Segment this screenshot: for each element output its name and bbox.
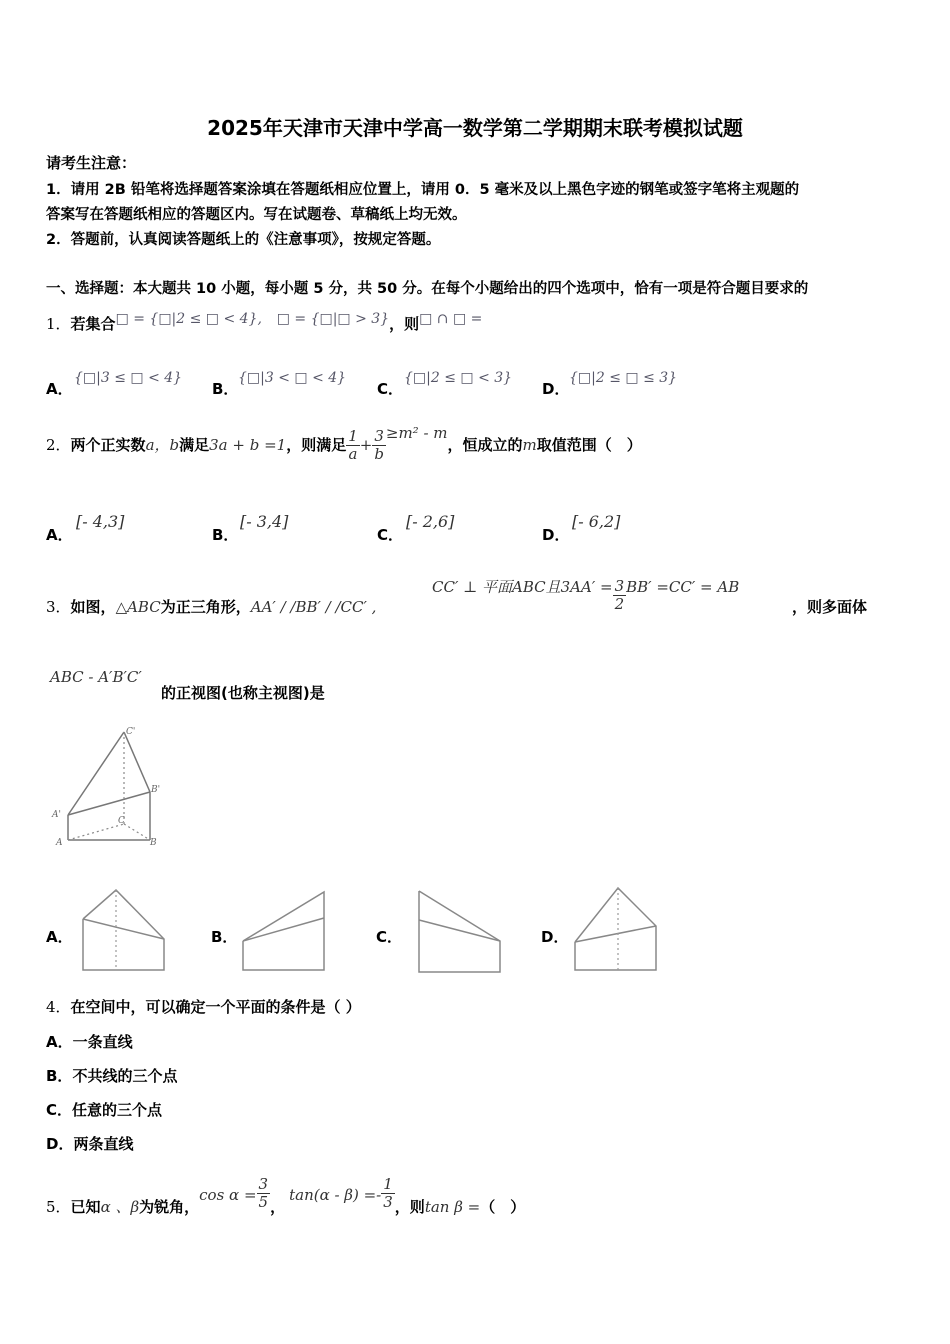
question-5 [46, 1166, 525, 1216]
fig-label-b-prime: B' [151, 785, 161, 795]
q1-option-a[interactable]: {□|3 ≤ □ < 4} [74, 370, 183, 386]
q3-condition-1: CC′ ⊥ 平面ABC且3AA′ = [432, 578, 613, 596]
q3-text-3: ，则多面体 [792, 598, 868, 616]
q3-option-b-label[interactable]: B． [211, 928, 238, 946]
q2-text-5: 取值范围（ ） [536, 436, 642, 454]
q5-tan-fraction: $\frac{1}{3}$ [383, 1175, 393, 1211]
q2-option-b-label[interactable]: B． [212, 526, 239, 544]
q2-option-c[interactable]: [- 2,6] [406, 512, 455, 531]
q2-inequality: ≥m² - m [385, 424, 448, 442]
q2-option-d-label[interactable]: D． [542, 526, 570, 544]
q3-condition [432, 570, 740, 613]
q4-number: 4． [46, 998, 71, 1016]
q1-option-c[interactable]: {□|2 ≤ □ < 3} [404, 370, 513, 386]
q3-option-c-figure[interactable] [416, 886, 506, 974]
q5-angles: α 、β [100, 1198, 140, 1216]
q4-option-d[interactable]: D．两条直线 [46, 1135, 134, 1153]
q5-text-4: （ ） [480, 1198, 526, 1216]
q1-option-a-label[interactable]: A． [46, 380, 73, 398]
q2-fraction-2: $\frac{3}{b}$ [374, 427, 384, 463]
q3-option-d-label[interactable]: D． [541, 928, 569, 946]
fig-label-a-prime: A' [52, 810, 61, 820]
q5-text-1: 已知 [70, 1198, 101, 1216]
q3-number: 3． [46, 598, 71, 616]
q1-option-d-label[interactable]: D． [542, 380, 570, 398]
fig-label-c-prime: C' [126, 727, 136, 737]
fig-label-c: C [118, 816, 125, 826]
q2-options [46, 508, 906, 542]
q2-ab: a，b [145, 436, 180, 454]
question-2 [46, 424, 642, 463]
q3-text-1: 如图， [70, 598, 116, 616]
q1-then: ，则 [389, 315, 420, 333]
q1-option-b-label[interactable]: B． [212, 380, 239, 398]
notice-line-2: 2．答题前，认真阅读答题纸上的《注意事项》，按规定答题。 [46, 232, 441, 248]
section-heading: 一、选择题：本大题共 10 小题，每小题 5 分，共 50 分。在每个小题给出的四个选项中，恰有一项是符合题目要求的 [46, 281, 809, 297]
q2-plus: + [359, 436, 373, 454]
q2-option-b[interactable]: [- 3,4] [240, 512, 289, 531]
q1-set-b: □ = {□|□ > 3} [276, 311, 390, 327]
q4-text: 在空间中，可以确定一个平面的条件是（ ） [70, 998, 361, 1016]
q5-cos-fraction: $\frac{3}{5}$ [258, 1175, 269, 1211]
q2-text-2: 满足 [179, 436, 210, 454]
q1-option-b[interactable]: {□|3 < □ < 4} [238, 370, 347, 386]
q2-option-a[interactable]: [- 4,3] [76, 512, 125, 531]
q2-number: 2． [46, 436, 71, 454]
q5-ask: tan β = [424, 1198, 481, 1216]
q3-text-2: 为正三角形， [160, 598, 251, 616]
q5-text-3: ，则 [394, 1198, 425, 1216]
q5-text-2: 为锐角， [139, 1198, 200, 1216]
q3-option-d-figure[interactable] [572, 884, 662, 974]
q3-option-a-figure[interactable] [80, 886, 170, 974]
question-1 [46, 313, 482, 334]
question-4 [46, 996, 361, 1017]
q1-set-a: □ = {□|2 ≤ □ < 4}, [115, 311, 262, 327]
q3-polyhedron: ABC - A′B′C′ [50, 668, 142, 686]
q3-parallel: AA′ / /BB′ / /CC′ , [250, 598, 377, 616]
q1-expr: □ ∩ □ = [419, 311, 483, 327]
q2-condition: 3a + b =1 [209, 436, 287, 454]
q5-cos: cos α = [199, 1186, 257, 1204]
fig-label-a: A [56, 838, 63, 848]
fig-label-b: B [150, 838, 157, 848]
q3-polyhedron-figure [44, 722, 174, 852]
q1-option-c-label[interactable]: C． [377, 380, 404, 398]
q2-option-a-label[interactable]: A． [46, 526, 73, 544]
q4-option-a[interactable]: A．一条直线 [46, 1033, 133, 1051]
q1-options [46, 370, 906, 400]
q3-triangle: △ABC [115, 598, 161, 616]
q2-text-1: 两个正实数 [70, 436, 146, 454]
notice-heading: 请考生注意： [46, 154, 137, 172]
question-3 [46, 568, 376, 618]
q2-option-d[interactable]: [- 6,2] [572, 512, 621, 531]
q2-option-c-label[interactable]: C． [377, 526, 404, 544]
q1-text: 若集合 [70, 315, 116, 333]
q4-option-b[interactable]: B．不共线的三个点 [46, 1067, 178, 1085]
q3-text-4: 的正视图(也称主视图)是 [161, 684, 325, 702]
q5-tan-diff: tan(α - β) =- [289, 1186, 382, 1204]
q3-option-a-label[interactable]: A． [46, 928, 73, 946]
q3-option-c-label[interactable]: C． [376, 928, 403, 946]
notice-line-1b: 答案写在答题纸相应的答题区内。写在试题卷、草稿纸上均无效。 [46, 207, 467, 223]
q3-fraction: $\frac{3}{2}$ [614, 577, 625, 613]
q5-number: 5． [46, 1198, 71, 1216]
q3-option-b-figure[interactable] [240, 886, 330, 974]
q2-m: m [522, 436, 537, 454]
q1-number: 1． [46, 315, 71, 333]
q5-comma: ， [270, 1198, 286, 1216]
q1-option-d[interactable]: {□|2 ≤ □ ≤ 3} [569, 370, 678, 386]
q2-fraction-1: $\frac{1}{a}$ [348, 427, 358, 463]
q2-text-3: ，则满足 [286, 436, 347, 454]
q2-text-4: ，恒成立的 [447, 436, 523, 454]
page-title: 2025年天津市天津中学高一数学第二学期期末联考模拟试题 [207, 116, 743, 140]
notice-line-1a: 1．请用 2B 铅笔将选择题答案涂填在答题纸相应位置上，请用 0．5 毫米及以上黑色字迹的钢笔或签字笔将主观题的 [46, 182, 800, 198]
q3-condition-2: BB′ =CC′ = AB [626, 578, 740, 596]
q4-option-c[interactable]: C．任意的三个点 [46, 1101, 163, 1119]
